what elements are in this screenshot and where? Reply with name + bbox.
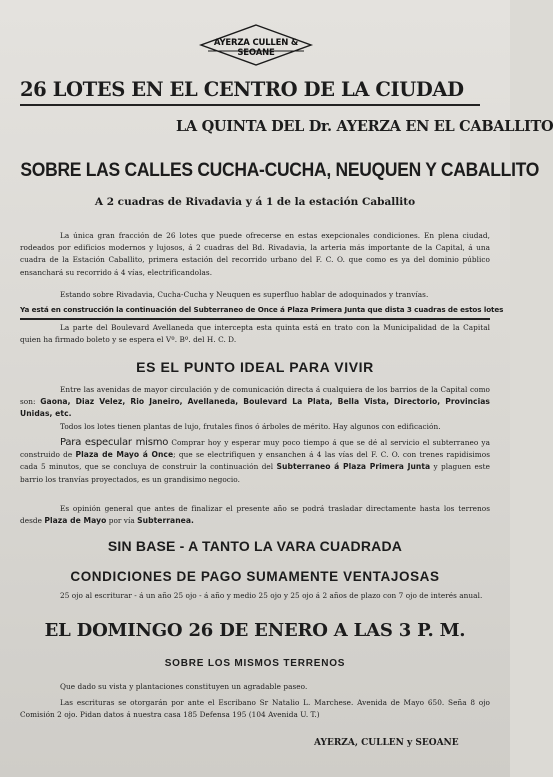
opinion-paragraph: Es opinión general que antes de finalizar el presente año se podrá trasladar directamente hasta los terrenos desde Plaza de Mayo por vía Subterranea. [20,504,490,526]
deeds-paragraph: Las escrituras se otorgarán por ante el Escribano Sr Natalio L. Marchese. Avenida de Mayo 650. Seña 8 ojo Comisión 2 ojo. Pidan datos á nuestra casa 185 Defensa 195 (104 Avenida U. T.) [20,698,490,720]
logo-text: AYERZA CULLEN & SEOANE [213,38,299,58]
signature: AYERZA, CULLEN y SEOANE [314,738,459,748]
avenues-paragraph: Entre las avenidas de mayor circulación y de comunicación directa á cualquiera de los barrios de la Capital como son: Gaona, Diaz Velez, Rio Janeiro, Avellaneda, Boulevard La Plata, Bella Vista, Directorio, Provincias Unidas, etc. [20,385,491,419]
avenues-list: Gaona, Diaz Velez, Rio Janeiro, Avellaneda, Boulevard La Plata, Bella Vista, Directorio, Provincias Unidas, etc. [20,397,491,419]
speculate-lead: Para especular mismo [60,437,169,448]
intro-paragraph: La única gran fracción de 26 lotes que puede ofrecerse en estas exepcionales condiciones. En plena ciudad, rodeados por edificios modernos y lujosos, á 2 cuadras del Bd. Rivadavia, la arteria más importante de la Capital, á una cuadra de la Estación Caballito, primera estación del recorrido urbano del F. C. O. que como es ya del dominio público ensanchará su recorrido á 4 vías, electrificandolas. [20,231,490,277]
payment-terms: 25 ojo al escriturar - á un año 25 ojo - á año y medio 25 ojo y 25 ojo á 2 años de plazo con 7 ojo de interés anual. [60,591,483,600]
streets-heading: SOBRE LAS CALLES CUCHA-CUCHA, NEUQUEN Y CABALLITO [20,160,540,181]
location-line: A 2 cuadras de Rivadavia y á 1 de la estación Caballito [94,196,416,208]
subtitle: LA QUINTA DEL Dr. AYERZA EN EL CABALLITO [176,118,553,135]
ideal-heading: ES EL PUNTO IDEAL PARA VIVIR [136,359,374,375]
sin-base-heading: SIN BASE - A TANTO LA VARA CUADRADA [107,538,403,554]
same-land-heading: SOBRE LOS MISMOS TERRENOS [164,658,346,669]
view-paragraph: Que dado su vista y plantaciones constituyen un agradable paseo. [60,682,308,691]
main-title: 26 LOTES EN EL CENTRO DE LA CIUDAD [20,78,464,101]
boulevard-paragraph: La parte del Boulevard Avellaneda que intercepta esta quinta está en trato con la Municipalidad de la Capital quien ha firmado boleto y se espera el Vº. Bº. del H. C. D. [20,323,490,345]
auction-date: EL DOMINGO 26 DE ENERO A LAS 3 P. M. [44,620,466,641]
title-rule [20,104,480,106]
speculate-paragraph: Para especular mismo Comprar hoy y esperar muy poco tiempo á que se dé al servicio el subterraneo ya construido de Plaza de Mayo á Once; que se electrifiquen y ensanchen á 4 las vías del F. C. O. con trenes rapidisimos cada 5 minutos, que se concluya de construir la continuación del Subterraneo á Plaza Primera Junta y plaguen este barrio los tranvías proyectados, es un grandisimo negocio. [20,437,491,484]
trees-paragraph: Todos los lotes tienen plantas de lujo, frutales finos ó árboles de mérito. Hay algunos con edificación. [60,422,441,431]
subway-notice: Ya está en construcción la continuación del Subterraneo de Once á Plaza Primera Junta que dista 3 cuadras de estos lotes [20,305,490,320]
company-logo [200,24,312,66]
conditions-heading: CONDICIONES DE PAGO SUMAMENTE VENTAJOSAS [70,569,440,584]
streets-paragraph: Estando sobre Rivadavia, Cucha-Cucha y Neuquen es superfluo hablar de adoquinados y tranvías. [60,290,429,299]
